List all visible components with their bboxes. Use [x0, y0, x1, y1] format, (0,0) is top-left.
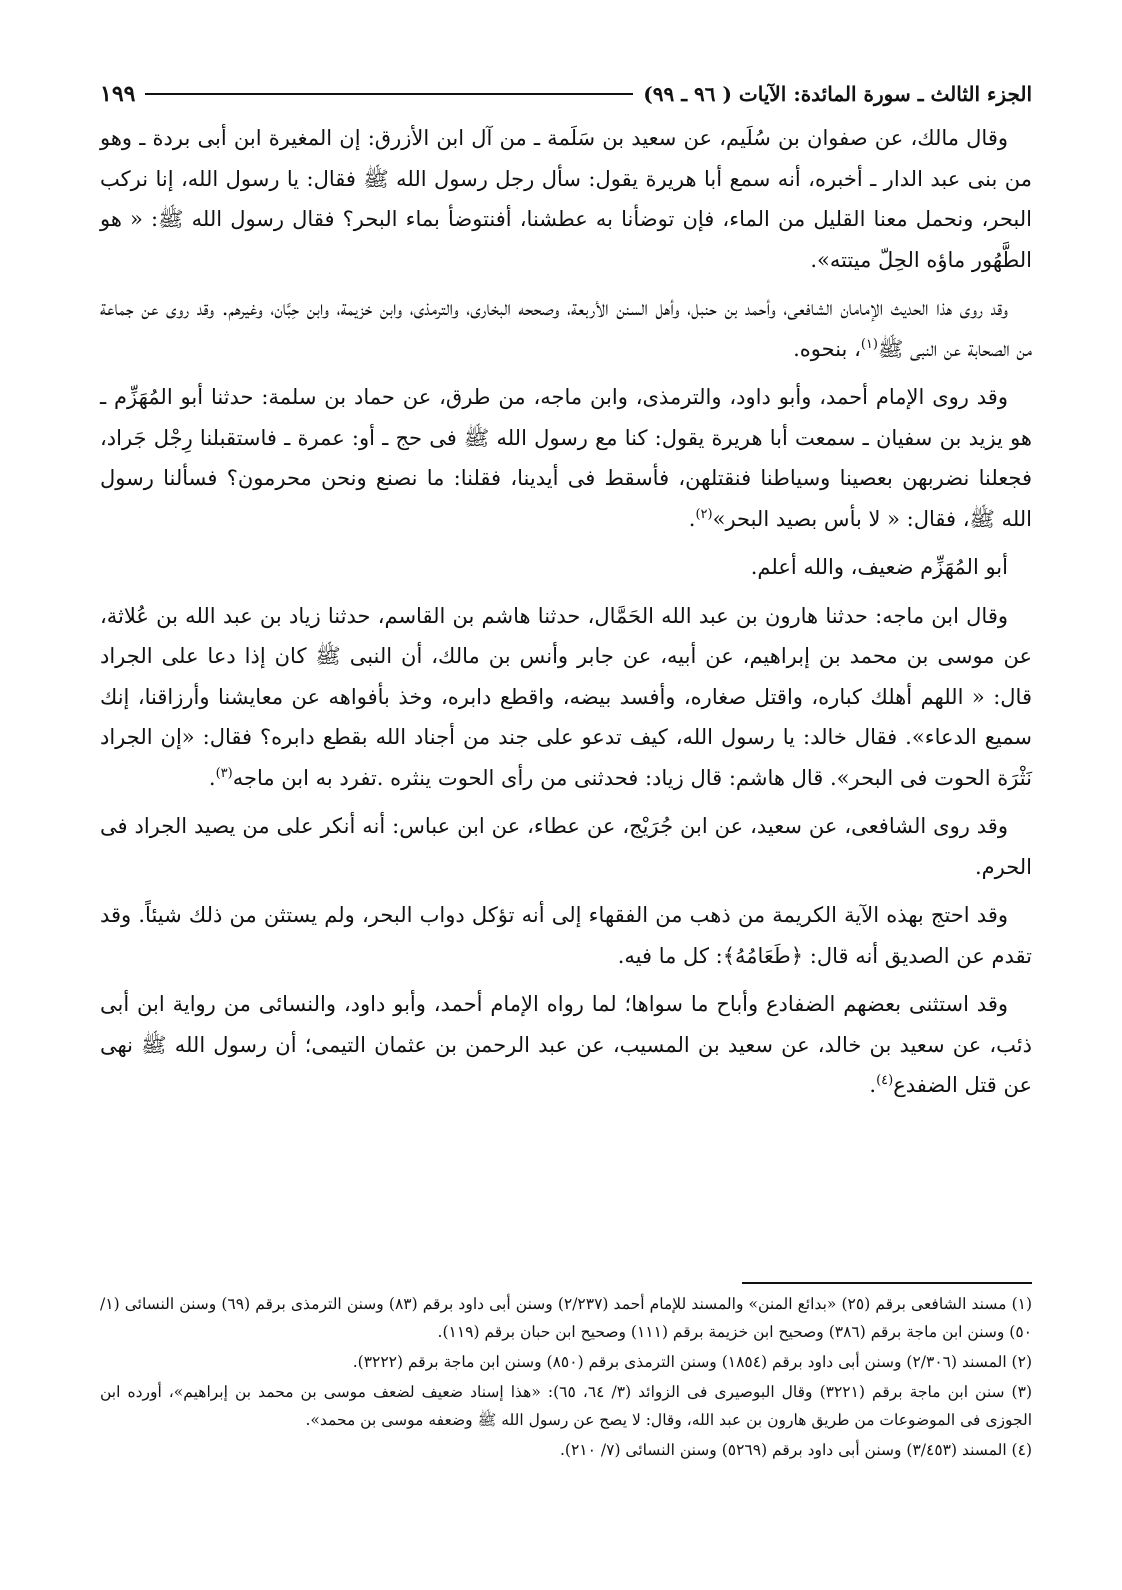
- paragraph-text: وقال مالك، عن صفوان بن سُلَيم، عن سعيد بن سَلَمة ـ من آل ابن الأزرق: إن المغيرة ابن أبى بردة ـ وهو من بنى عبد الدار ـ أخبره، أنه سمع أبا هريرة يقول: سأل رجل رسول الله ﷺ فقال: يا رسول الله، إنا نركب البحر، ونحمل معنا القليل من الماء، فإن توضأنا به عطشنا، أفنتوضأ بماء البحر؟ فقال رسول الله ﷺ: « هو الطَّهُور ماؤه الحِلّ ميتته».: [100, 126, 1032, 272]
- footnote: (٤) المسند (٣/٤٥٣) وسنن أبى داود برقم (٥٢٦٩) وسنن النسائى (٧/ ٢١٠).: [559, 1441, 1032, 1459]
- footnote-ref: (٣): [215, 765, 233, 781]
- footnote-ref: (١): [860, 336, 878, 352]
- paragraph-text: وقد استثنى بعضهم الضفادع وأباح ما سواها؛ لما رواه الإمام أحمد، وأبو داود، والنسائى من رواية ابن أبى ذئب، عن سعيد بن خالد، عن سعيد بن المسيب، عن عبد الرحمن بن عثمان التيمى؛ أن رسول الله ﷺ نهى عن قتل الضفدع: [100, 992, 1032, 1097]
- footnotes: [100, 1290, 1032, 1466]
- footnote: (١) مسند الشافعى برقم (٢٥) «بدائع المنن» والمسند للإمام أحمد (٢/٢٣٧) وسنن أبى داود برقم (٨٣) وسنن الترمذى برقم (٦٩) وسنن النسائى (١/ ٥٠) وسنن ابن ماجة برقم (٣٨٦) وصحيح ابن خزيمة برقم (١١١) وصحيح ابن حبان برقم (١١٩).: [100, 1295, 1033, 1341]
- paragraph-tail: .: [208, 765, 216, 790]
- paragraph: [100, 984, 1032, 1106]
- paragraph: [100, 377, 1032, 539]
- footnote-ref: (٢): [695, 506, 713, 522]
- paragraph: [100, 118, 1032, 280]
- paragraph: [100, 596, 1032, 799]
- paragraph-tail: ، بنحوه.: [793, 336, 861, 361]
- main-text: [100, 118, 1032, 1114]
- paragraph-text: أبو المُهَزِّم ضعيف، والله أعلم.: [750, 555, 1008, 579]
- running-header: [100, 76, 1032, 112]
- paragraph: [100, 806, 1032, 887]
- page-number: ١٩٩: [100, 81, 136, 107]
- paragraph-text: وقد روى هذا الحديث الإمامان الشافعى، وأحمد بن حنبل، وأهل السنن الأربعة، وصححه البخارى، والترمذى، وابن خزيمة، وابن حِبَّان، وغيرهم. وقد روى عن جماعة من الصحابة عن النبى ﷺ: [100, 296, 1032, 361]
- paragraph: [100, 288, 1032, 369]
- running-title: الجزء الثالث ـ سورة المائدة: الآيات ( ٩٦ ـ ٩٩): [643, 82, 1032, 106]
- footnote-ref: (٤): [876, 1073, 894, 1088]
- paragraph: [100, 547, 1032, 588]
- header-rule: [145, 93, 633, 95]
- paragraph-tail: .: [869, 1073, 877, 1097]
- paragraph-text: وقد احتج بهذه الآية الكريمة من ذهب من الفقهاء إلى أنه تؤكل دواب البحر، ولم يستثن من ذلك شيئاً. وقد تقدم عن الصديق أنه قال: ﴿طَعَامُهُ﴾: كل ما فيه.: [100, 903, 1032, 968]
- footnote-separator: [742, 1282, 1032, 1284]
- paragraph-text: وقال ابن ماجه: حدثنا هارون بن عبد الله الحَمَّال، حدثنا هاشم بن القاسم، حدثنا زياد بن عبد الله بن عُلاثة، عن موسى بن محمد بن إبراهيم، عن أبيه، عن جابر وأنس بن مالك، أن النبى ﷺ كان إذا دعا على الجراد قال: « اللهم أهلك كباره، واقتل صغاره، وأفسد بيضه، واقطع دابره، وخذ بأفواهه عن معايشنا وأرزاقنا، إنك سميع الدعاء». فقال خالد: يا رسول الله، كيف تدعو على جند من أجناد الله بقطع دابره؟ فقال: «إن الجراد نَثْرَة الحوت فى البحر». قال هاشم: قال زياد: فحدثنى من رأى الحوت ينثره .تفرد به ابن ماجه: [100, 603, 1032, 790]
- paragraph-text: وقد روى الإمام أحمد، وأبو داود، والترمذى، وابن ماجه، من طرق، عن حماد بن سلمة: حدثنا أبو المُهَزِّم ـ هو يزيد بن سفيان ـ سمعت أبا هريرة يقول: كنا مع رسول الله ﷺ فى حج ـ أو: عمرة ـ فاستقبلنا رِجْل جَراد، فجعلنا نضربهن بعصينا وسياطنا فنقتلهن، فأسقط فى أيدينا، فقلنا: ما نصنع ونحن محرمون؟ فسألنا رسول الله ﷺ، فقال: « لا بأس بصيد البحر»: [100, 385, 1032, 531]
- footnote: (٣) سنن ابن ماجة برقم (٣٢٢١) وقال البوصيرى فى الزوائد (٣/ ٦٤، ٦٥): «هذا إسناد ضعيف لضعف موسى بن محمد بن إبراهيم»، أورده ابن الجوزى فى الموضوعات من طريق هارون بن عبد الله، وقال: لا يصح عن رسول الله ﷺ وضعفه موسى بن محمد».: [100, 1383, 1032, 1429]
- paragraph-tail: .: [688, 506, 696, 531]
- footnote: (٢) المسند (٢/٣٠٦) وسنن أبى داود برقم (١٨٥٤) وسنن الترمذى برقم (٨٥٠) وسنن ابن ماجة برقم (٣٢٢٢).: [352, 1353, 1032, 1371]
- paragraph-text: وقد روى الشافعى، عن سعيد، عن ابن جُرَيْج، عن عطاء، عن ابن عباس: أنه أنكر على من يصيد الجراد فى الحرم.: [100, 814, 1032, 879]
- paragraph: [100, 895, 1032, 976]
